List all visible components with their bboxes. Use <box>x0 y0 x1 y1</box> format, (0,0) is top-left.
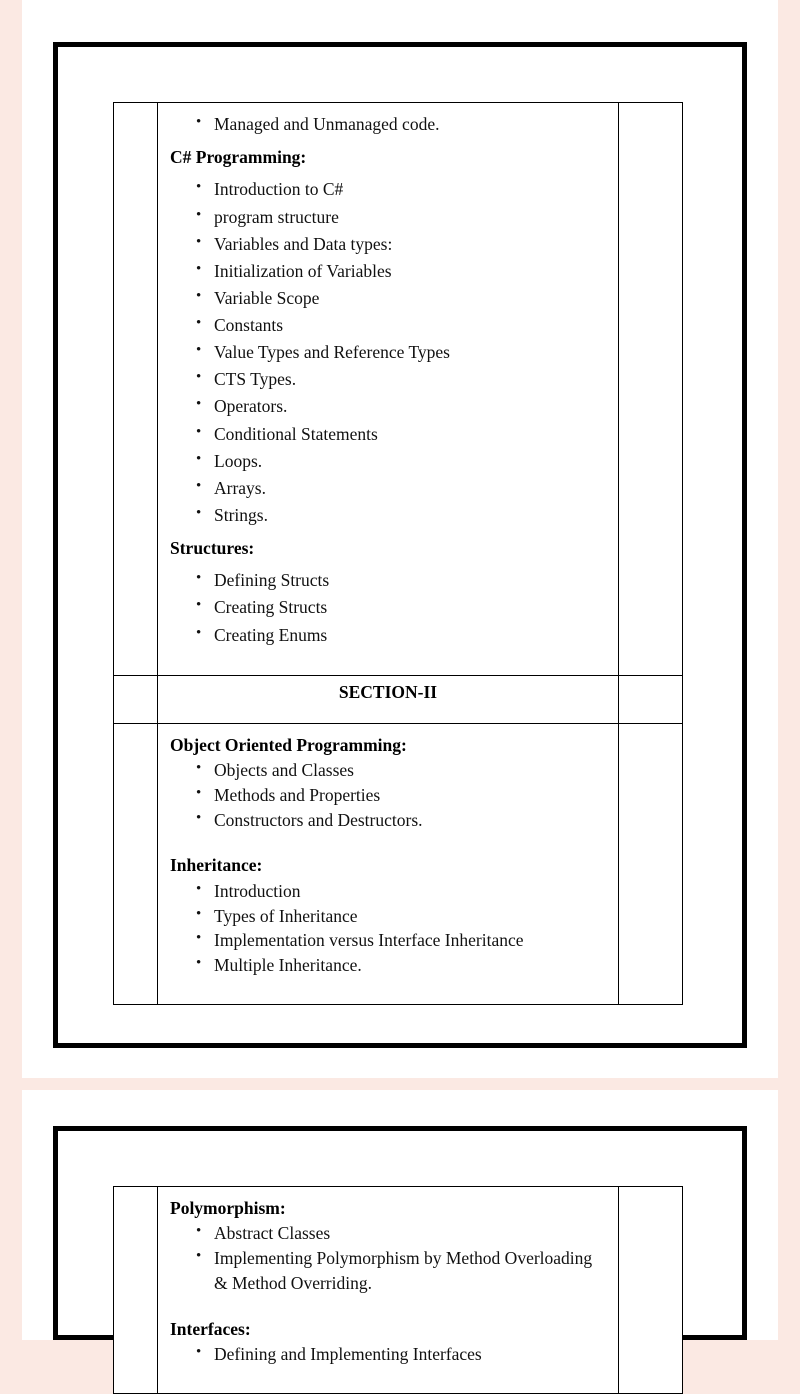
table-row <box>114 103 683 676</box>
list-item: • Operators. <box>214 393 608 420</box>
bullet-list <box>168 1342 608 1367</box>
unit-number-cell <box>114 675 158 723</box>
topic-heading: C# Programming: <box>170 147 307 168</box>
bullet-list <box>168 176 608 529</box>
topic-heading: Interfaces: <box>170 1318 251 1339</box>
bullet-list <box>168 1221 608 1296</box>
section-header-cell <box>158 675 619 723</box>
list-item: • Constructors and Destructors. <box>214 808 608 833</box>
list-item: • Variable Scope <box>214 285 608 312</box>
unit-number-cell <box>114 723 158 1004</box>
unit-number-cell <box>114 1187 158 1394</box>
marks-cell <box>619 103 683 676</box>
list-item: • Creating Enums <box>214 622 608 649</box>
syllabus-table-page-3 <box>113 102 683 1005</box>
list-item: • Value Types and Reference Types <box>214 339 608 366</box>
topic-heading: Structures: <box>170 538 255 558</box>
marks-cell <box>619 675 683 723</box>
list-item: • Variables and Data types: <box>214 231 608 258</box>
list-item: • Implementation versus Interface Inheritance <box>214 928 608 953</box>
list-item: • Introduction <box>214 879 608 904</box>
section-title: SECTION-II <box>338 681 438 702</box>
list-item: • Managed and Unmanaged code. <box>214 111 608 138</box>
list-item: • Methods and Properties <box>214 783 608 808</box>
list-item: • Objects and Classes <box>214 758 608 783</box>
list-item: • Defining and Implementing Interfaces <box>214 1342 608 1367</box>
list-item: • Types of Inheritance <box>214 904 608 929</box>
list-item: • Strings. <box>214 502 608 529</box>
list-item: • Multiple Inheritance. <box>214 953 608 978</box>
syllabus-table-page-4 <box>113 1186 683 1394</box>
list-item: • Defining Structs <box>214 567 608 594</box>
list-item: • Introduction to C# <box>214 176 608 203</box>
bullet-list <box>168 111 608 138</box>
table-row <box>114 723 683 1004</box>
list-item: • Initialization of Variables <box>214 258 608 285</box>
table-row <box>114 1187 683 1394</box>
topic-heading: Object Oriented Programming: <box>170 734 407 755</box>
syllabus-content-cell <box>158 723 619 1004</box>
bullet-list <box>168 758 608 833</box>
marks-cell <box>619 1187 683 1394</box>
syllabus-content-cell <box>158 1187 619 1394</box>
list-item: • Constants <box>214 312 608 339</box>
list-item: • CTS Types. <box>214 366 608 393</box>
bullet-list <box>168 567 608 648</box>
syllabus-content-cell <box>158 103 619 676</box>
unit-number-cell <box>114 103 158 676</box>
topic-heading: Inheritance: <box>170 855 263 876</box>
topic-heading: Polymorphism: <box>170 1198 286 1218</box>
list-item: • Loops. <box>214 448 608 475</box>
list-item: • program structure <box>214 204 608 231</box>
list-item: • Abstract Classes <box>214 1221 608 1246</box>
table-row <box>114 675 683 723</box>
list-item: • Conditional Statements <box>214 421 608 448</box>
list-item: • Implementing Polymorphism by Method Overloading & Method Overriding. <box>214 1246 608 1296</box>
list-item: • Arrays. <box>214 475 608 502</box>
bullet-list <box>168 879 608 978</box>
marks-cell <box>619 723 683 1004</box>
list-item: • Creating Structs <box>214 594 608 621</box>
